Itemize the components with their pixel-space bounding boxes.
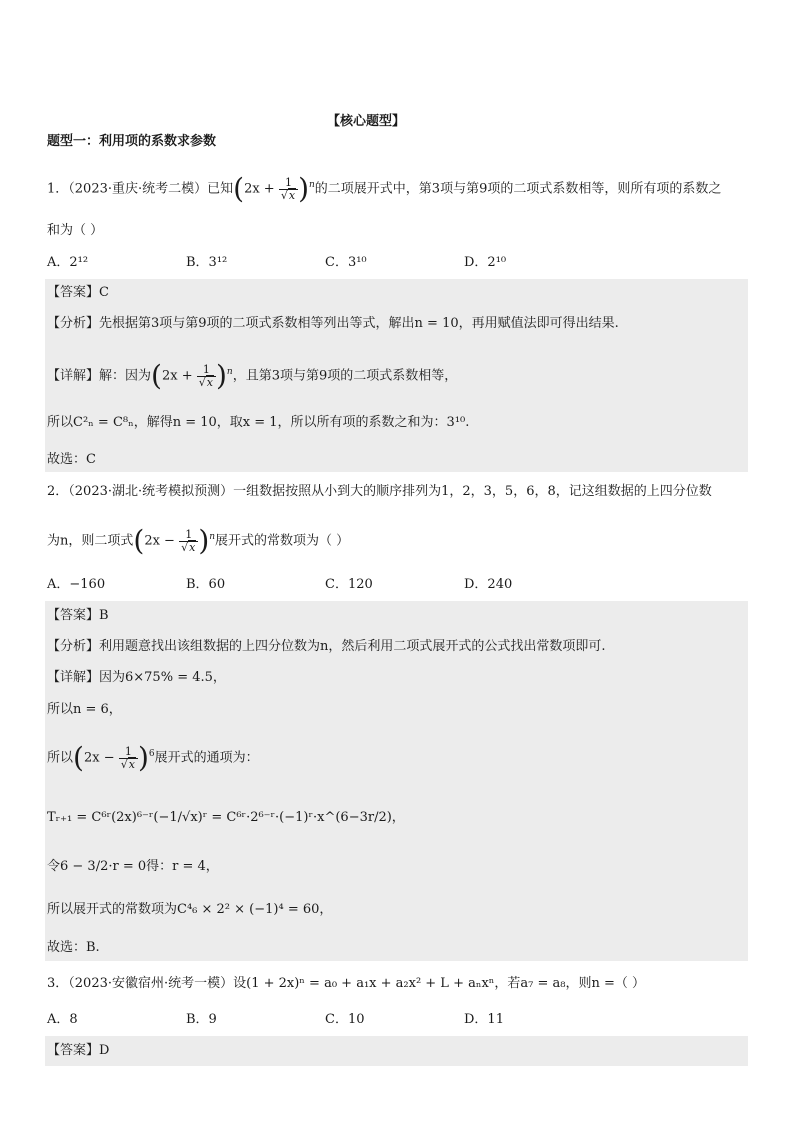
q1-option-d: D．2¹⁰ <box>464 255 507 270</box>
q3-option-b: B．9 <box>186 1012 217 1027</box>
q3-stem: 3．（2023·安徽宿州·统考一模）设(1 + 2x)ⁿ = a₀ + a₁x + a₂x² + L + aₙxⁿ，若a₇ = a₈，则n =（ ） <box>47 976 646 991</box>
q1-option-b: B．3¹² <box>186 255 228 270</box>
q2-option-b: B．60 <box>186 577 226 592</box>
q2-detail-line2: 所以n = 6， <box>47 702 122 717</box>
q2-detail-line3: 所以(2x − $\frac{1}{√x}$ )$^6$展开式的通项为： <box>47 741 259 774</box>
q1-stem-line1: 1．（2023·重庆·统考二模）已知(2x + $\frac{1}{√x}$ )$^n$的二项展开式中，第3项与第9项的二项式系数相等，则所有项的系数之 <box>47 172 722 205</box>
q3-answer: 【答案】D <box>47 1043 110 1058</box>
q2-option-a: A．−160 <box>47 577 106 592</box>
q2-stem-line1: 2．（2023·湖北·统考模拟预测）一组数据按照从小到大的顺序排列为1，2，3，5，6，8，记这组数据的上四分位数 <box>47 484 712 499</box>
q3-option-a: A．8 <box>47 1012 78 1027</box>
q2-formula: Tᵣ₊₁ = C⁶ʳ(2x)⁶⁻ʳ(−1/√x)ʳ = C⁶ʳ·2⁶⁻ʳ·(−1)ʳ·x^(6−3r/2)， <box>47 810 405 825</box>
q2-options <box>47 577 603 593</box>
q2-detail-line1: 【详解】因为6×75% = 4.5， <box>47 670 226 685</box>
q2-answer: 【答案】B <box>47 608 109 623</box>
section-title: 【核心题型】 <box>327 114 406 129</box>
q3-options <box>47 1012 603 1028</box>
q2-conclusion: 故选：B. <box>47 940 100 955</box>
q1-conclusion: 故选：C <box>47 452 96 467</box>
q1-option-a: A．2¹² <box>47 255 89 270</box>
q1-options <box>47 255 603 271</box>
q1-answer: 【答案】C <box>47 285 109 300</box>
q3-option-d: D．11 <box>464 1012 504 1027</box>
q2-option-c: C．120 <box>325 577 373 592</box>
type-title: 题型一：利用项的系数求参数 <box>47 134 217 149</box>
q2-option-d: D．240 <box>464 577 513 592</box>
q2-analysis: 【分析】利用题意找出该组数据的上四分位数为n，然后利用二项式展开式的公式找出常数项即可. <box>47 639 606 654</box>
q1-stem-line2: 和为（ ） <box>47 223 104 238</box>
q3-option-c: C．10 <box>325 1012 365 1027</box>
q1-detail-line2: 所以C²ₙ = C⁸ₙ，解得n = 10，取x = 1，所以所有项的系数之和为：3¹⁰. <box>47 415 470 430</box>
q2-const: 所以展开式的常数项为C⁴₆ × 2² × (−1)⁴ = 60， <box>47 902 333 917</box>
q1-analysis: 【分析】先根据第3项与第9项的二项式系数相等列出等式，解出n = 10，再用赋值法即可得出结果. <box>47 316 619 331</box>
q3-solution-box <box>45 1036 748 1066</box>
q1-detail-line1: 【详解】解：因为(2x + $\frac{1}{√x}$ )$^n$，且第3项与第9项的二项式系数相等， <box>47 359 458 392</box>
q2-let: 令6 − 3/2·r = 0得：r = 4， <box>47 859 219 874</box>
q2-stem-line2: 为n，则二项式(2x − $\frac{1}{√x}$ )$^n$展开式的常数项为（ ） <box>47 524 350 557</box>
q1-option-c: C．3¹⁰ <box>325 255 367 270</box>
